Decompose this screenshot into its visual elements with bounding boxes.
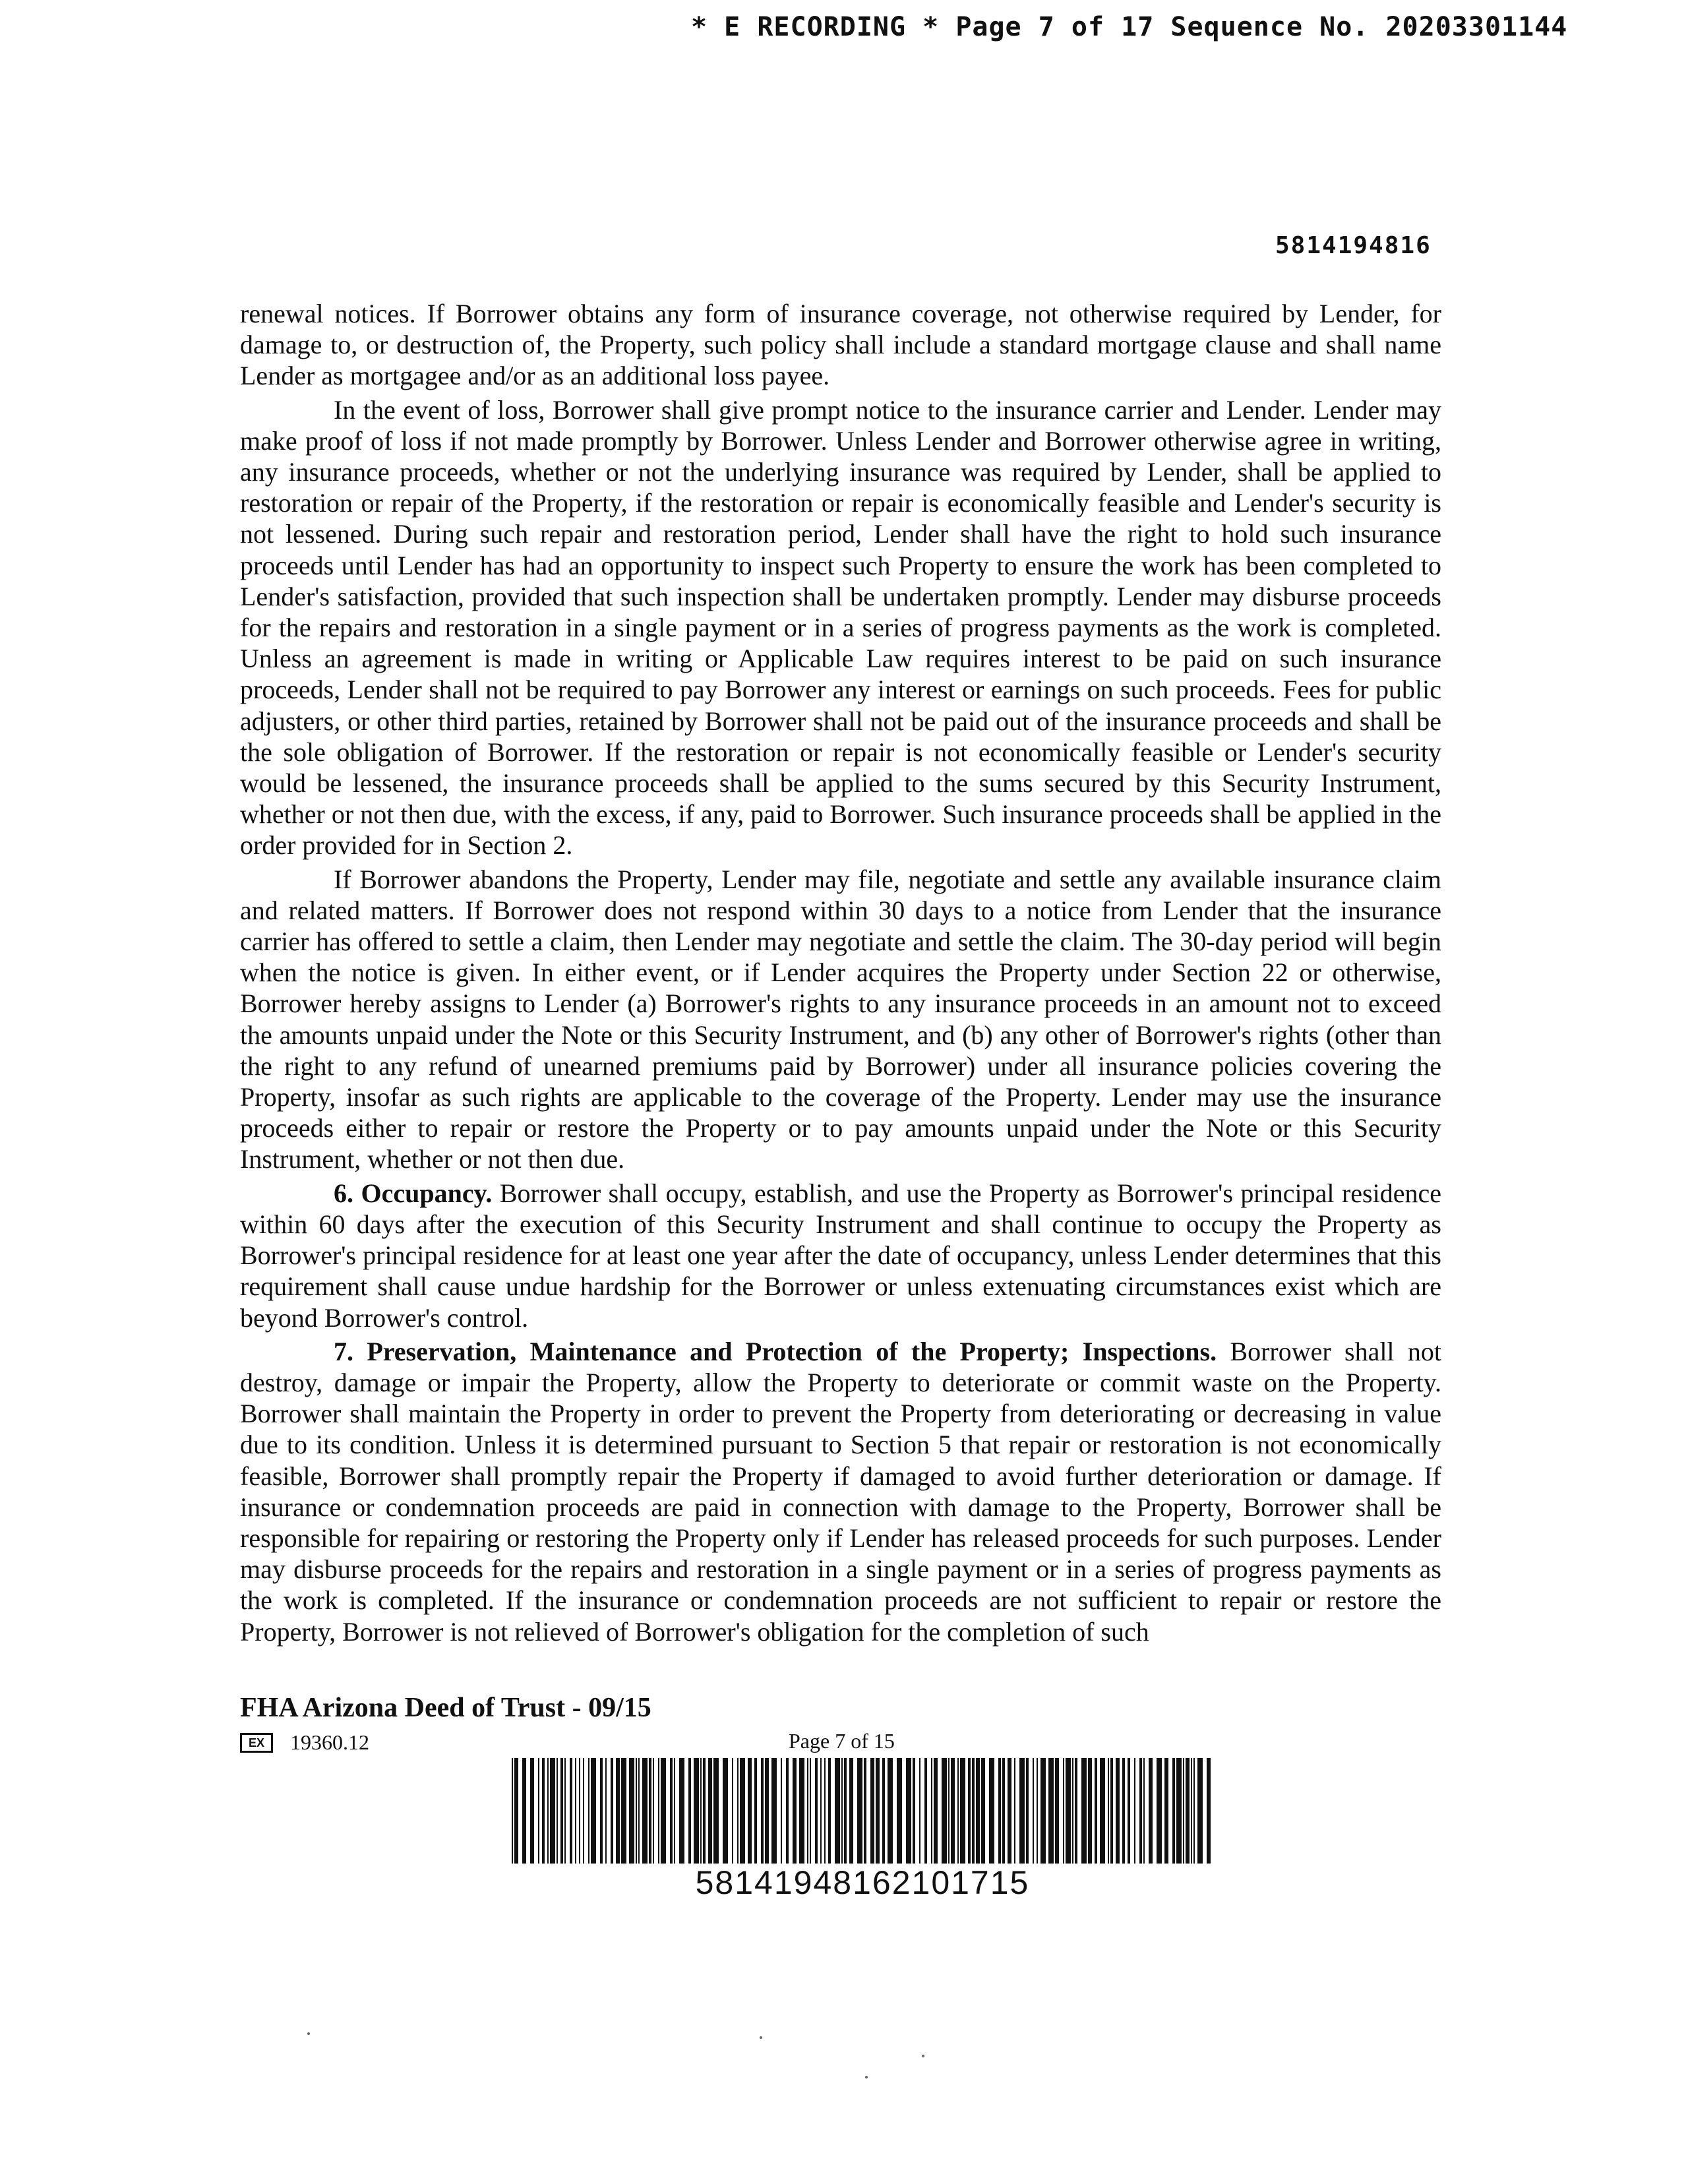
barcode-bar (942, 1758, 947, 1864)
barcode-bar (1081, 1758, 1087, 1864)
scan-speck (922, 2055, 924, 2057)
barcode-bar (976, 1758, 980, 1864)
barcode-bar (575, 1758, 576, 1864)
barcode-bar (1207, 1758, 1211, 1864)
barcode-bar (579, 1758, 580, 1864)
barcode-bar (732, 1758, 733, 1864)
barcode-bar (841, 1758, 843, 1864)
barcode-bar (700, 1758, 702, 1864)
recording-header: * E RECORDING * Page 7 of 17 Sequence No. 20203301144 (691, 12, 1568, 42)
barcode-bar (512, 1758, 513, 1864)
scan-speck (760, 2036, 762, 2039)
barcode-bar (1055, 1758, 1059, 1864)
barcode-bar (793, 1758, 797, 1864)
barcode-bar (870, 1758, 874, 1864)
barcode-bar (864, 1758, 866, 1864)
barcode-bar (583, 1758, 584, 1864)
barcode-bar (600, 1758, 603, 1864)
barcode-bar (1072, 1758, 1073, 1864)
form-id (240, 1730, 369, 1755)
barcode-bar (1143, 1758, 1145, 1864)
barcode-bar (611, 1758, 613, 1864)
barcode-bar (1191, 1758, 1192, 1864)
barcode-bar (1063, 1758, 1064, 1864)
barcode-bar (771, 1758, 777, 1864)
barcode-bar (616, 1758, 620, 1864)
barcode-bar (621, 1758, 626, 1864)
form-title: FHA Arizona Deed of Trust - 09/15 (240, 1693, 651, 1723)
barcode-bar (1157, 1758, 1162, 1864)
barcode-icon (512, 1758, 1213, 1864)
barcode-bar (542, 1758, 545, 1864)
barcode-bar (1128, 1758, 1130, 1864)
barcode-bar (649, 1758, 651, 1864)
barcode-bar (998, 1758, 1001, 1864)
barcode-bar (1008, 1758, 1011, 1864)
paragraph-preservation (240, 1336, 1441, 1647)
barcode-bar (815, 1758, 818, 1864)
barcode-bar (708, 1758, 712, 1864)
barcode-bar (1026, 1758, 1029, 1864)
barcode-bar (888, 1758, 893, 1864)
barcode-bar (948, 1758, 950, 1864)
barcode-bar (906, 1758, 911, 1864)
barcode-bar (737, 1758, 738, 1864)
barcode-bar (538, 1758, 539, 1864)
barcode-bar (661, 1758, 666, 1864)
scan-speck (865, 2076, 868, 2078)
barcode-bar (560, 1758, 563, 1864)
barcode-bar (713, 1758, 719, 1864)
section-heading-occupancy: 6. Occupancy. (334, 1178, 493, 1208)
barcode-bar (781, 1758, 782, 1864)
barcode-bar (1019, 1758, 1025, 1864)
barcode-bar (828, 1758, 831, 1864)
paragraph-abandonment: If Borrower abandons the Property, Lender may file, negotiate and settle any available insurance claim and related matters. If Borrower does not respond within 30 days to a notice from Lender that the insurance carrier has offered to settle a claim, then Lender may negotiate and settle the claim. The 30-day period will begin when the notice is given. In either event, or if Lender acquires the Property under Section 22 or otherwise, Borrower hereby assigns to Lender (a) Borrower's rights to any insurance proceeds in an amount not to exceed the amounts unpaid under the Note or this Security Instrument, and (b) any other of Borrower's rights (other than the right to any refund of unearned premiums paid by Borrower) under all insurance policies covering the Property, insofar as such rights are applicable to the coverage of the Property. Lender may use the insurance proceeds either to repair or restore the Property or to pay amounts unpaid under the Note or this Security Instrument, whether or not then due. (240, 864, 1441, 1174)
barcode-bar (1048, 1758, 1054, 1864)
barcode-bar (761, 1758, 764, 1864)
page-number: Page 7 of 15 (789, 1729, 895, 1753)
barcode-bar (638, 1758, 640, 1864)
barcode-bar (960, 1758, 965, 1864)
barcode-bar (857, 1758, 862, 1864)
barcode-bar (670, 1758, 673, 1864)
barcode-number: 58141948162101715 (695, 1864, 1030, 1901)
barcode-bar (913, 1758, 915, 1864)
barcode-bar (591, 1758, 596, 1864)
barcode-bar (919, 1758, 920, 1864)
barcode-bar (1014, 1758, 1015, 1864)
barcode-bar (1172, 1758, 1175, 1864)
barcode-bar (1037, 1758, 1038, 1864)
barcode-bar (658, 1758, 659, 1864)
paragraph-renewal-notices: renewal notices. If Borrower obtains any form of insurance coverage, not otherwise required by Lender, for damage to, or destruction of, the Property, such policy shall include a standard mortgage clause and shall name Lender as mortgagee and/or as an additional loss payee. (240, 299, 1441, 391)
barcode-bar (723, 1758, 728, 1864)
barcode-bar (547, 1758, 549, 1864)
barcode-bar (957, 1758, 959, 1864)
barcode-bar (824, 1758, 826, 1864)
barcode-bar (786, 1758, 789, 1864)
barcode-bar (765, 1758, 769, 1864)
barcode-bar (1139, 1758, 1142, 1864)
barcode-bar (694, 1758, 699, 1864)
ex-logo-icon: EX (240, 1733, 273, 1753)
barcode-bar (1134, 1758, 1135, 1864)
barcode-bar (1075, 1758, 1077, 1864)
barcode-bar (629, 1758, 634, 1864)
barcode-bar (1193, 1758, 1195, 1864)
barcode-bar (550, 1758, 555, 1864)
barcode-bar (1033, 1758, 1034, 1864)
barcode-bar (807, 1758, 808, 1864)
preservation-text: Borrower shall not destroy, damage or impair the Property, allow the Property to deteriorate or commit waste on the Property. Borrower shall maintain the Property in order to prevent the Property from deteriorating or decreasing in value due to its condition. Unless it is determined pursuant to Section 5 that repair or restoration is not economically feasible, Borrower shall promptly repair the Property if damaged to avoid further deterioration or damage. If insurance or condemnation proceeds are paid in connection with damage to the Property, Borrower shall be responsible for repairing or restoring the Property only if Lender has released proceeds for such purposes. Lender may disburse proceeds for the repairs and restoration in a single payment or in a series of progress payments as the work is completed. If the insurance or condemnation proceeds are not sufficient to repair or restore the Property, Borrower is not relieved of Borrower's obligation for the completion of such (240, 1336, 1441, 1647)
barcode-bar (522, 1758, 526, 1864)
barcode-bar (1110, 1758, 1113, 1864)
barcode-bar (1176, 1758, 1182, 1864)
barcode-bar (924, 1758, 927, 1864)
barcode-bar (1116, 1758, 1120, 1864)
barcode-bar (1066, 1758, 1071, 1864)
barcode-bar (810, 1758, 811, 1864)
occupancy-text: Borrower shall occupy, establish, and use the Property as Borrower's principal residence within 60 days after the execution of this Security Instrument and shall continue to occupy the Property as Borrower's principal residence for at least one year after the date of occupancy, unless Lender determines that this requirement shall cause undue hardship for the Borrower or unless extenuating circumstances exist which are beyond Borrower's control. (240, 1178, 1442, 1333)
barcode-bar (989, 1758, 994, 1864)
barcode-bar (514, 1758, 518, 1864)
scan-speck (307, 2032, 310, 2035)
barcode-bar (1197, 1758, 1203, 1864)
barcode-bar (530, 1758, 534, 1864)
barcode-bar (1122, 1758, 1125, 1864)
barcode-bar (876, 1758, 880, 1864)
barcode-bar (564, 1758, 566, 1864)
barcode-bar (1088, 1758, 1092, 1864)
section-heading-preservation: 7. Preservation, Maintenance and Protection of the Property; Inspections. (334, 1336, 1217, 1366)
paragraph-occupancy (240, 1178, 1441, 1333)
barcode-bar (557, 1758, 558, 1864)
barcode-bar (1164, 1758, 1168, 1864)
barcode-bar (972, 1758, 975, 1864)
barcode-bar (844, 1758, 847, 1864)
barcode-bar (653, 1758, 654, 1864)
barcode-bar (882, 1758, 885, 1864)
barcode-bar (754, 1758, 757, 1864)
form-number: 19360.12 (290, 1730, 369, 1754)
barcode-bar (1183, 1758, 1184, 1864)
document-body (240, 298, 1441, 1650)
barcode-bar (1100, 1758, 1105, 1864)
barcode-bar (981, 1758, 985, 1864)
barcode-bar (1149, 1758, 1153, 1864)
barcode-bar (703, 1758, 706, 1864)
barcode-bar (951, 1758, 955, 1864)
barcode-bar (1002, 1758, 1005, 1864)
barcode-bar (849, 1758, 853, 1864)
barcode-bar (642, 1758, 648, 1864)
barcode-bar (934, 1758, 938, 1864)
barcode-bar (605, 1758, 607, 1864)
barcode-bar (1108, 1758, 1109, 1864)
barcode-bar (1040, 1758, 1046, 1864)
barcode-bar (674, 1758, 675, 1864)
barcode-bar (931, 1758, 932, 1864)
barcode-bar (679, 1758, 684, 1864)
paragraph-event-of-loss: In the event of loss, Borrower shall give prompt notice to the insurance carrier and Lender. Lender may make proof of loss if not made promptly by Borrower. Unless Lender and Borrower otherwise agree in writing, any insurance proceeds, whether or not the underlying insurance was required by Lender, shall be applied to restoration or repair of the Property, if the restoration or repair is economically feasible and Lender's security is not lessened. During such repair and restoration period, Lender shall have the right to hold such insurance proceeds until Lender has had an opportunity to inspect such Property to ensure the work has been completed to Lender's satisfaction, provided that such inspection shall be undertaken promptly. Lender may disburse proceeds for the repairs and restoration in a single payment or in a series of progress payments as the work is completed. Unless an agreement is made in writing or Applicable Law requires interest to be paid on such insurance proceeds, Lender shall not be required to pay Borrower any interest or earnings on such proceeds. Fees for public adjusters, or other third parties, retained by Borrower shall not be paid out of the insurance proceeds and shall be the sole obligation of Borrower. If the restoration or repair is not economically feasible or Lender's security would be lessened, the insurance proceeds shall be applied to the sums secured by this Security Instrument, whether or not then due, with the excess, if any, paid to Borrower. Such insurance proceeds shall be applied in the order provided for in Section 2. (240, 394, 1441, 861)
barcode-bar (799, 1758, 804, 1864)
barcode-bar (1095, 1758, 1097, 1864)
barcode-bar (636, 1758, 637, 1864)
barcode-bar (897, 1758, 902, 1864)
barcode-bar (688, 1758, 691, 1864)
loan-number: 5814194816 (1275, 232, 1432, 259)
barcode-bar (835, 1758, 840, 1864)
barcode-bar (570, 1758, 572, 1864)
barcode-bar (588, 1758, 589, 1864)
barcode-bar (740, 1758, 745, 1864)
barcode-bar (820, 1758, 822, 1864)
barcode-bar (748, 1758, 752, 1864)
barcode-bar (968, 1758, 971, 1864)
barcode-bar (1186, 1758, 1190, 1864)
